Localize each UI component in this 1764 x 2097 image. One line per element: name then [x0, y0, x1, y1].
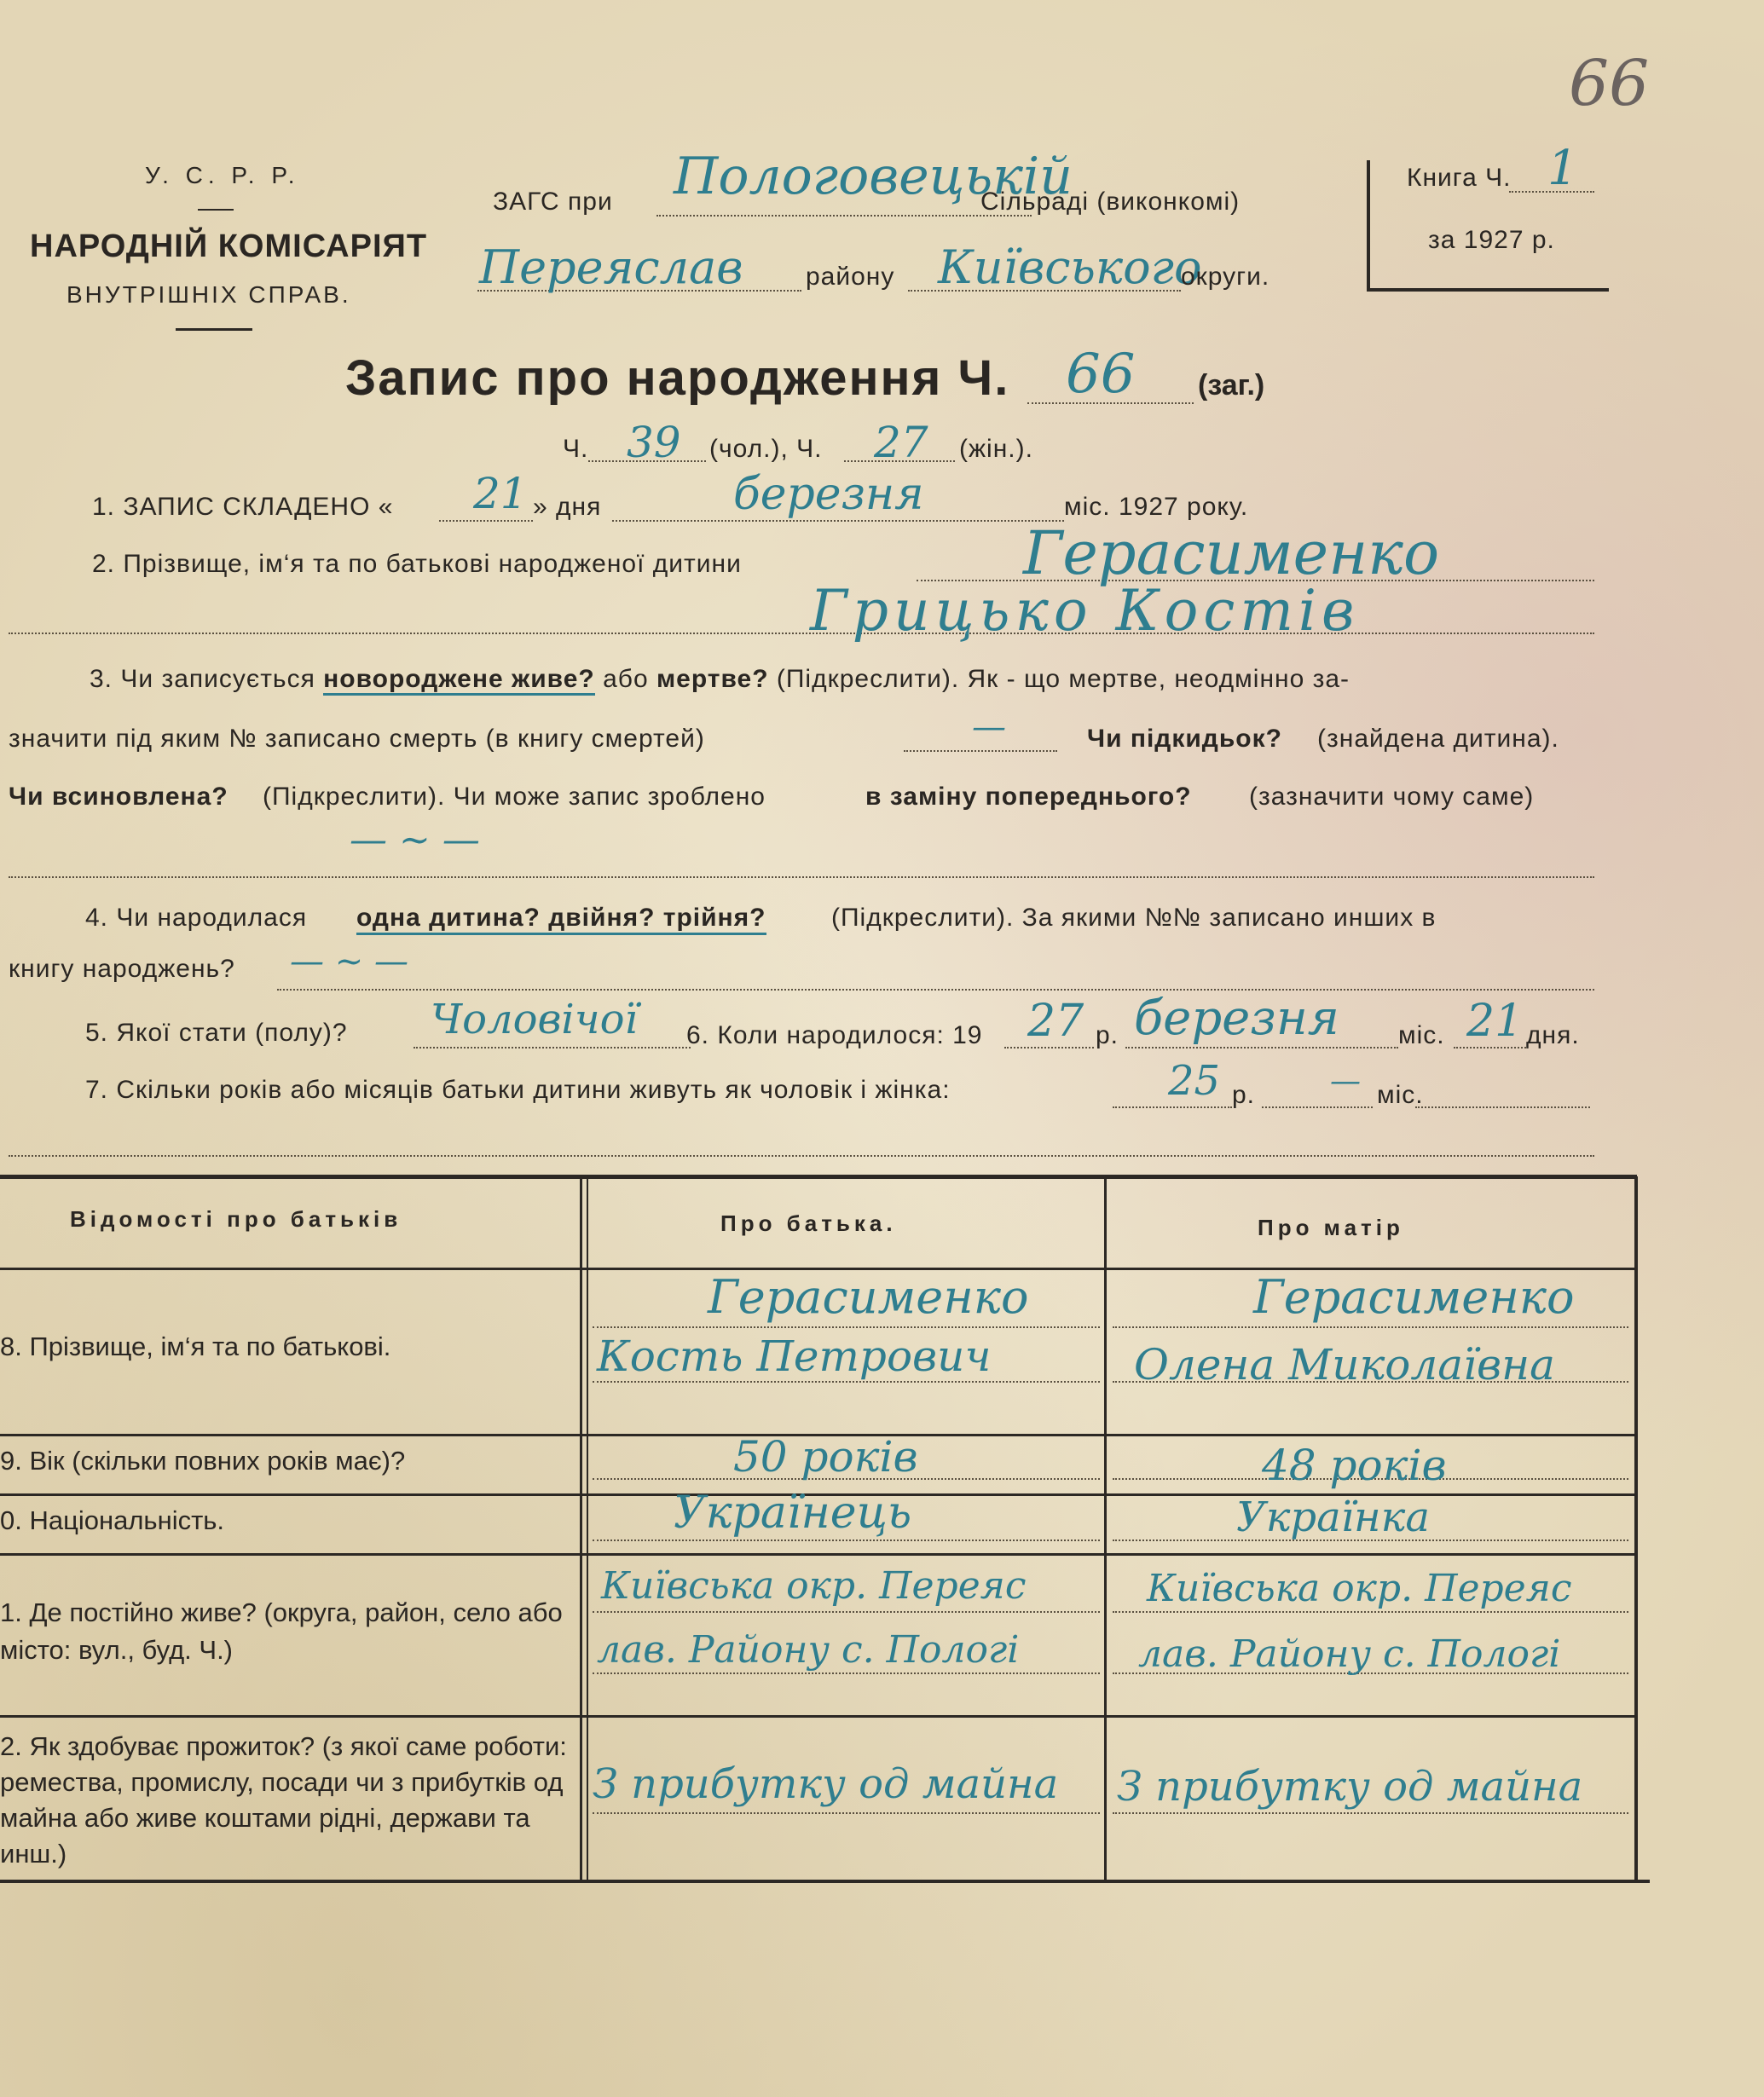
q7-years-handwritten: 25	[1168, 1057, 1221, 1105]
mother-residence-handwritten-1: Київська окр. Переяс	[1147, 1567, 1572, 1610]
q6-month-handwritten: березня	[1134, 991, 1339, 1046]
divider	[198, 209, 234, 211]
q3-rest: (Підкреслити). Як - що мертве, неодмінно за-	[768, 665, 1350, 693]
record-number-suffix: (заг.)	[1198, 369, 1265, 401]
q7-years-unit: р.	[1232, 1081, 1256, 1109]
region-label: округи.	[1181, 263, 1270, 291]
record-title: Запис про народження Ч.	[345, 350, 1010, 406]
row-livelihood-dots	[593, 1812, 1100, 1814]
q3-death-handwritten: —	[972, 708, 1006, 747]
table-top-rule	[0, 1175, 1637, 1179]
father-residence-handwritten-2: лав. Району с. Пологі	[597, 1628, 1020, 1672]
book-label: Книга Ч.	[1407, 164, 1512, 192]
row-nationality-label: 0. Національність.	[0, 1505, 225, 1535]
row-residence-label: 1. Де постійно живе? (округа, район, село або місто: вул., буд. Ч.)	[0, 1597, 563, 1665]
q6-label: 6. Коли народилося: 19	[686, 1021, 983, 1049]
q3-foundling-note: (знайдена дитина).	[1317, 725, 1559, 753]
male-count-handwritten: 39	[627, 418, 681, 467]
father-surname-handwritten: Герасименко	[708, 1270, 1029, 1324]
q5-label: 5. Якої стати (полу)?	[85, 1019, 348, 1047]
record-number-handwritten: 66	[1066, 343, 1136, 406]
q2-name-handwritten: Грицько Костів	[810, 578, 1360, 644]
mother-residence-handwritten-2: лав. Району с. Пологі	[1138, 1632, 1561, 1676]
mother-name-handwritten: Олена Миколаївна	[1134, 1340, 1555, 1389]
male-count-prefix: Ч.	[563, 435, 589, 463]
row-name-dots	[593, 1326, 1100, 1328]
mother-livelihood-handwritten: З прибутку од майна	[1117, 1763, 1583, 1811]
q7-dots-2	[9, 1155, 1594, 1157]
q6-day-handwritten: 21	[1466, 996, 1524, 1047]
q7-years-dots	[1113, 1106, 1232, 1108]
q4-handwritten: — ~ —	[290, 942, 408, 981]
q1-day-dots	[439, 520, 533, 522]
q1-day-handwritten: 21	[473, 469, 528, 518]
q1-label: 1. ЗАПИС СКЛАДЕНО «	[92, 493, 394, 521]
q3-dots-2	[9, 876, 1594, 878]
q3-alive: новороджене живе?	[323, 665, 595, 696]
row-residence-dots	[1113, 1611, 1628, 1613]
q7-months-handwritten: —	[1330, 1064, 1361, 1099]
q6-year-unit: р.	[1096, 1021, 1119, 1049]
q2-label: 2. Прізвище, ім‘я та по батькові народженої дитини	[92, 550, 742, 578]
q3-dead: мертве?	[656, 665, 769, 693]
q4-dots	[277, 989, 1594, 991]
mother-surname-handwritten: Герасименко	[1253, 1270, 1575, 1324]
q3-death-dots	[904, 750, 1057, 752]
q5-sex-handwritten: Чоловічої	[431, 996, 638, 1043]
q3-line2: значити під яким № записано смерть (в книгу смертей)	[9, 725, 705, 753]
row-livelihood-dots	[1113, 1812, 1628, 1814]
row-residence-dots	[593, 1672, 1100, 1674]
table-col-rule	[580, 1176, 582, 1881]
row-name-dots	[1113, 1326, 1628, 1328]
table-row-rule	[0, 1715, 1637, 1718]
table-bottom-rule	[0, 1880, 1650, 1883]
header-mother: Про матір	[1258, 1215, 1404, 1240]
q5-dots	[414, 1047, 691, 1048]
q6-year-handwritten: 27	[1027, 996, 1084, 1047]
q7-months-unit: міс.	[1377, 1081, 1424, 1109]
female-count-handwritten: 27	[874, 418, 928, 467]
table-col-rule	[1104, 1176, 1107, 1881]
header-father: Про батька.	[720, 1210, 897, 1236]
district-label: району	[806, 263, 895, 291]
zags-suffix: Сільраді (виконкомі)	[980, 188, 1241, 216]
divider	[176, 328, 252, 331]
q3-replacement-handwritten: — ~ —	[350, 818, 480, 862]
village-dots	[656, 215, 1032, 217]
table-row-rule	[0, 1553, 1637, 1556]
q6-day-unit: дня.	[1526, 1021, 1580, 1049]
row-residence-dots	[593, 1611, 1100, 1613]
female-count-label: (жін.).	[959, 435, 1033, 463]
table-right-rule	[1634, 1176, 1638, 1881]
q6-month-dots	[1125, 1047, 1398, 1048]
q4-note: (Підкреслити). За якими №№ записано инших в	[831, 904, 1437, 932]
commissariat-label: НАРОДНІЙ КОМІСАРІЯТ	[30, 228, 428, 264]
q3-adopted: Чи всиновлена?	[9, 783, 228, 811]
q1-month-handwritten: березня	[733, 469, 924, 520]
q3-or: або	[594, 665, 656, 693]
q4-line2: книгу народжень?	[9, 955, 235, 983]
zags-prefix: ЗАГС при	[493, 188, 613, 216]
q3-adopted-note: (Підкреслити). Чи може запис зроблено	[263, 783, 766, 811]
page-number-handwritten: 66	[1569, 47, 1650, 120]
header-parents-info: Відомості про батьків	[70, 1206, 402, 1232]
q3-text: 3. Чи записується	[90, 665, 324, 693]
q4-options: одна дитина? двійня? трійня?	[356, 904, 766, 935]
father-age-handwritten: 50 років	[733, 1432, 918, 1482]
village-handwritten: Пологовецькій	[674, 147, 1073, 206]
row-name-dots	[593, 1381, 1100, 1383]
q6-day-dots	[1454, 1047, 1526, 1048]
father-nationality-handwritten: Українець	[674, 1488, 912, 1539]
book-year: за 1927 р.	[1428, 226, 1555, 254]
row-age-label: 9. Вік (скільки повних років має)?	[0, 1446, 406, 1476]
father-residence-handwritten-1: Київська окр. Переяс	[601, 1564, 1027, 1608]
row-name-label: 8. Прізвище, ім‘я та по батькові.	[0, 1332, 391, 1361]
father-name-handwritten: Кость Петрович	[597, 1332, 992, 1381]
mother-age-handwritten: 48 років	[1262, 1441, 1447, 1490]
table-col-rule	[587, 1176, 588, 1881]
ministry-label: ВНУТРІШНІХ СПРАВ.	[67, 281, 351, 308]
book-number-handwritten: 1	[1547, 141, 1578, 196]
q4-label: 4. Чи народилася	[85, 904, 308, 932]
male-count-label: (чол.), Ч.	[709, 435, 823, 463]
q1-mid: » дня	[533, 493, 602, 521]
q3-foundling: Чи підкидьок?	[1087, 725, 1282, 753]
district-handwritten: Переяслав	[479, 240, 743, 294]
q3-replacement-note: (зазначити чому саме)	[1249, 783, 1535, 811]
row-nationality-dots	[593, 1540, 1100, 1541]
mother-nationality-handwritten: Українка	[1236, 1493, 1430, 1541]
q7-months-dots	[1262, 1106, 1373, 1108]
q6-year-dots	[1004, 1047, 1094, 1048]
q3-replacement: в заміну попереднього?	[865, 783, 1192, 811]
q2-surname-handwritten: Герасименко	[1023, 518, 1440, 588]
q1-end: міс. 1927 року.	[1064, 493, 1249, 521]
region-handwritten: Київського	[938, 240, 1202, 294]
row-livelihood-label: 2. Як здобуває прожиток? (з якої саме роботи: ремества, промислу, посади чи з прибутків од майна або живе коштами рідні, держави та инш.)	[0, 1731, 567, 1869]
father-livelihood-handwritten: З прибутку од майна	[593, 1760, 1059, 1808]
ussr-label: У. С. Р. Р.	[145, 162, 300, 188]
q6-month-unit: міс.	[1398, 1021, 1445, 1049]
q7-tail-dots	[1415, 1106, 1590, 1108]
q7-label: 7. Скільки років або місяців батьки дитини живуть як чоловік і жінка:	[85, 1076, 951, 1104]
q1-month-dots	[612, 520, 1064, 522]
